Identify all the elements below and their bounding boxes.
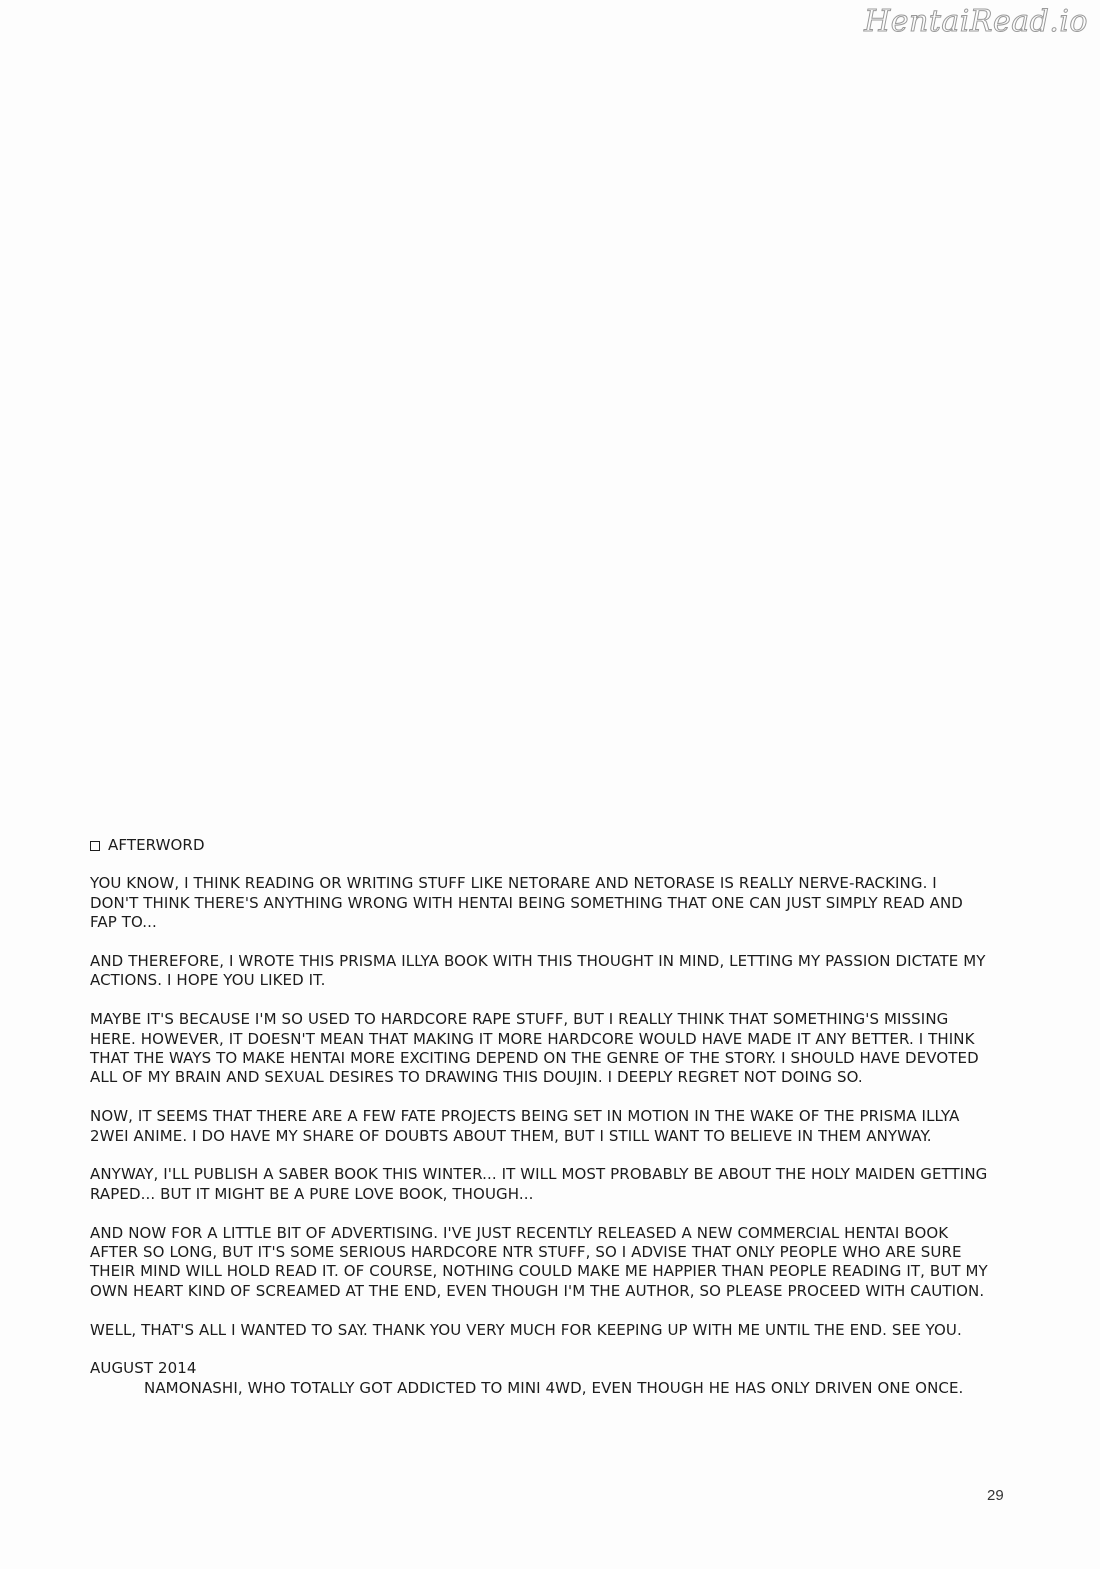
page-number: 29	[987, 1487, 1004, 1504]
afterword-title: AFTERWORD	[108, 836, 205, 854]
afterword-paragraph-5: ANYWAY, I'LL PUBLISH A SABER BOOK THIS WINTER... IT WILL MOST PROBABLY BE ABOUT THE HOLY MAIDEN GETTING RAPED... BUT IT MIGHT BE A PURE LOVE BOOK, THOUGH...	[90, 1165, 988, 1203]
afterword-paragraph-7: WELL, THAT'S ALL I WANTED TO SAY. THANK YOU VERY MUCH FOR KEEPING UP WITH ME UNTIL THE END. SEE YOU.	[90, 1320, 962, 1339]
afterword-date: AUGUST 2014	[90, 1359, 197, 1378]
afterword-paragraph-1: YOU KNOW, I THINK READING OR WRITING STUFF LIKE NETORARE AND NETORASE IS REALLY NERVE-RACKING. I DON'T THINK THERE'S ANYTHING WRONG WITH HENTAI BEING SOMETHING THAT ONE CAN JUST SIMPLY READ AND FAP TO...	[90, 874, 963, 932]
afterword-heading	[90, 836, 990, 855]
afterword-paragraph-3: MAYBE IT'S BECAUSE I'M SO USED TO HARDCORE RAPE STUFF, BUT I REALLY THINK THAT SOMETHING'S MISSING HERE. HOWEVER, IT DOESN'T MEAN THAT MAKING IT MORE HARDCORE WOULD HAVE MADE IT ANY BETTER. I THINK THAT THE WAYS TO MAKE HENTAI MORE EXCITING DEPEND ON THE GENRE OF THE STORY. I SHOULD HAVE DEVOTED ALL OF MY BRAIN AND SEXUAL DESIRES TO DRAWING THIS DOUJIN. I DEEPLY REGRET NOT DOING SO.	[90, 1010, 979, 1087]
afterword-paragraph-4: NOW, IT SEEMS THAT THERE ARE A FEW FATE PROJECTS BEING SET IN MOTION IN THE WAKE OF THE PRISMA ILLYA 2WEI ANIME. I DO HAVE MY SHARE OF DOUBTS ABOUT THEM, BUT I STILL WANT TO BELIEVE IN THEM ANYWAY.	[90, 1107, 960, 1145]
author-signature: NAMONASHI, WHO TOTALLY GOT ADDICTED TO MINI 4WD, EVEN THOUGH HE HAS ONLY DRIVEN ONE ONCE.	[144, 1378, 964, 1397]
afterword-paragraph-2: AND THEREFORE, I WROTE THIS PRISMA ILLYA BOOK WITH THIS THOUGHT IN MIND, LETTING MY PASSION DICTATE MY ACTIONS. I HOPE YOU LIKED IT.	[90, 952, 986, 990]
watermark-logo: HentaiRead.io	[864, 4, 1088, 39]
checkbox-square-icon	[90, 841, 100, 851]
afterword-paragraph-6: AND NOW FOR A LITTLE BIT OF ADVERTISING. I'VE JUST RECENTLY RELEASED A NEW COMMERCIAL HENTAI BOOK AFTER SO LONG, BUT IT'S SOME SERIOUS HARDCORE NTR STUFF, SO I ADVISE THAT ONLY PEOPLE WHO ARE SURE THEIR MIND WILL HOLD READ IT. OF COURSE, NOTHING COULD MAKE ME HAPPIER THAN PEOPLE READING IT, BUT MY OWN HEART KIND OF SCREAMED AT THE END, EVEN THOUGH I'M THE AUTHOR, SO PLEASE PROCEED WITH CAUTION.	[90, 1223, 988, 1300]
afterword-section	[90, 836, 990, 1398]
